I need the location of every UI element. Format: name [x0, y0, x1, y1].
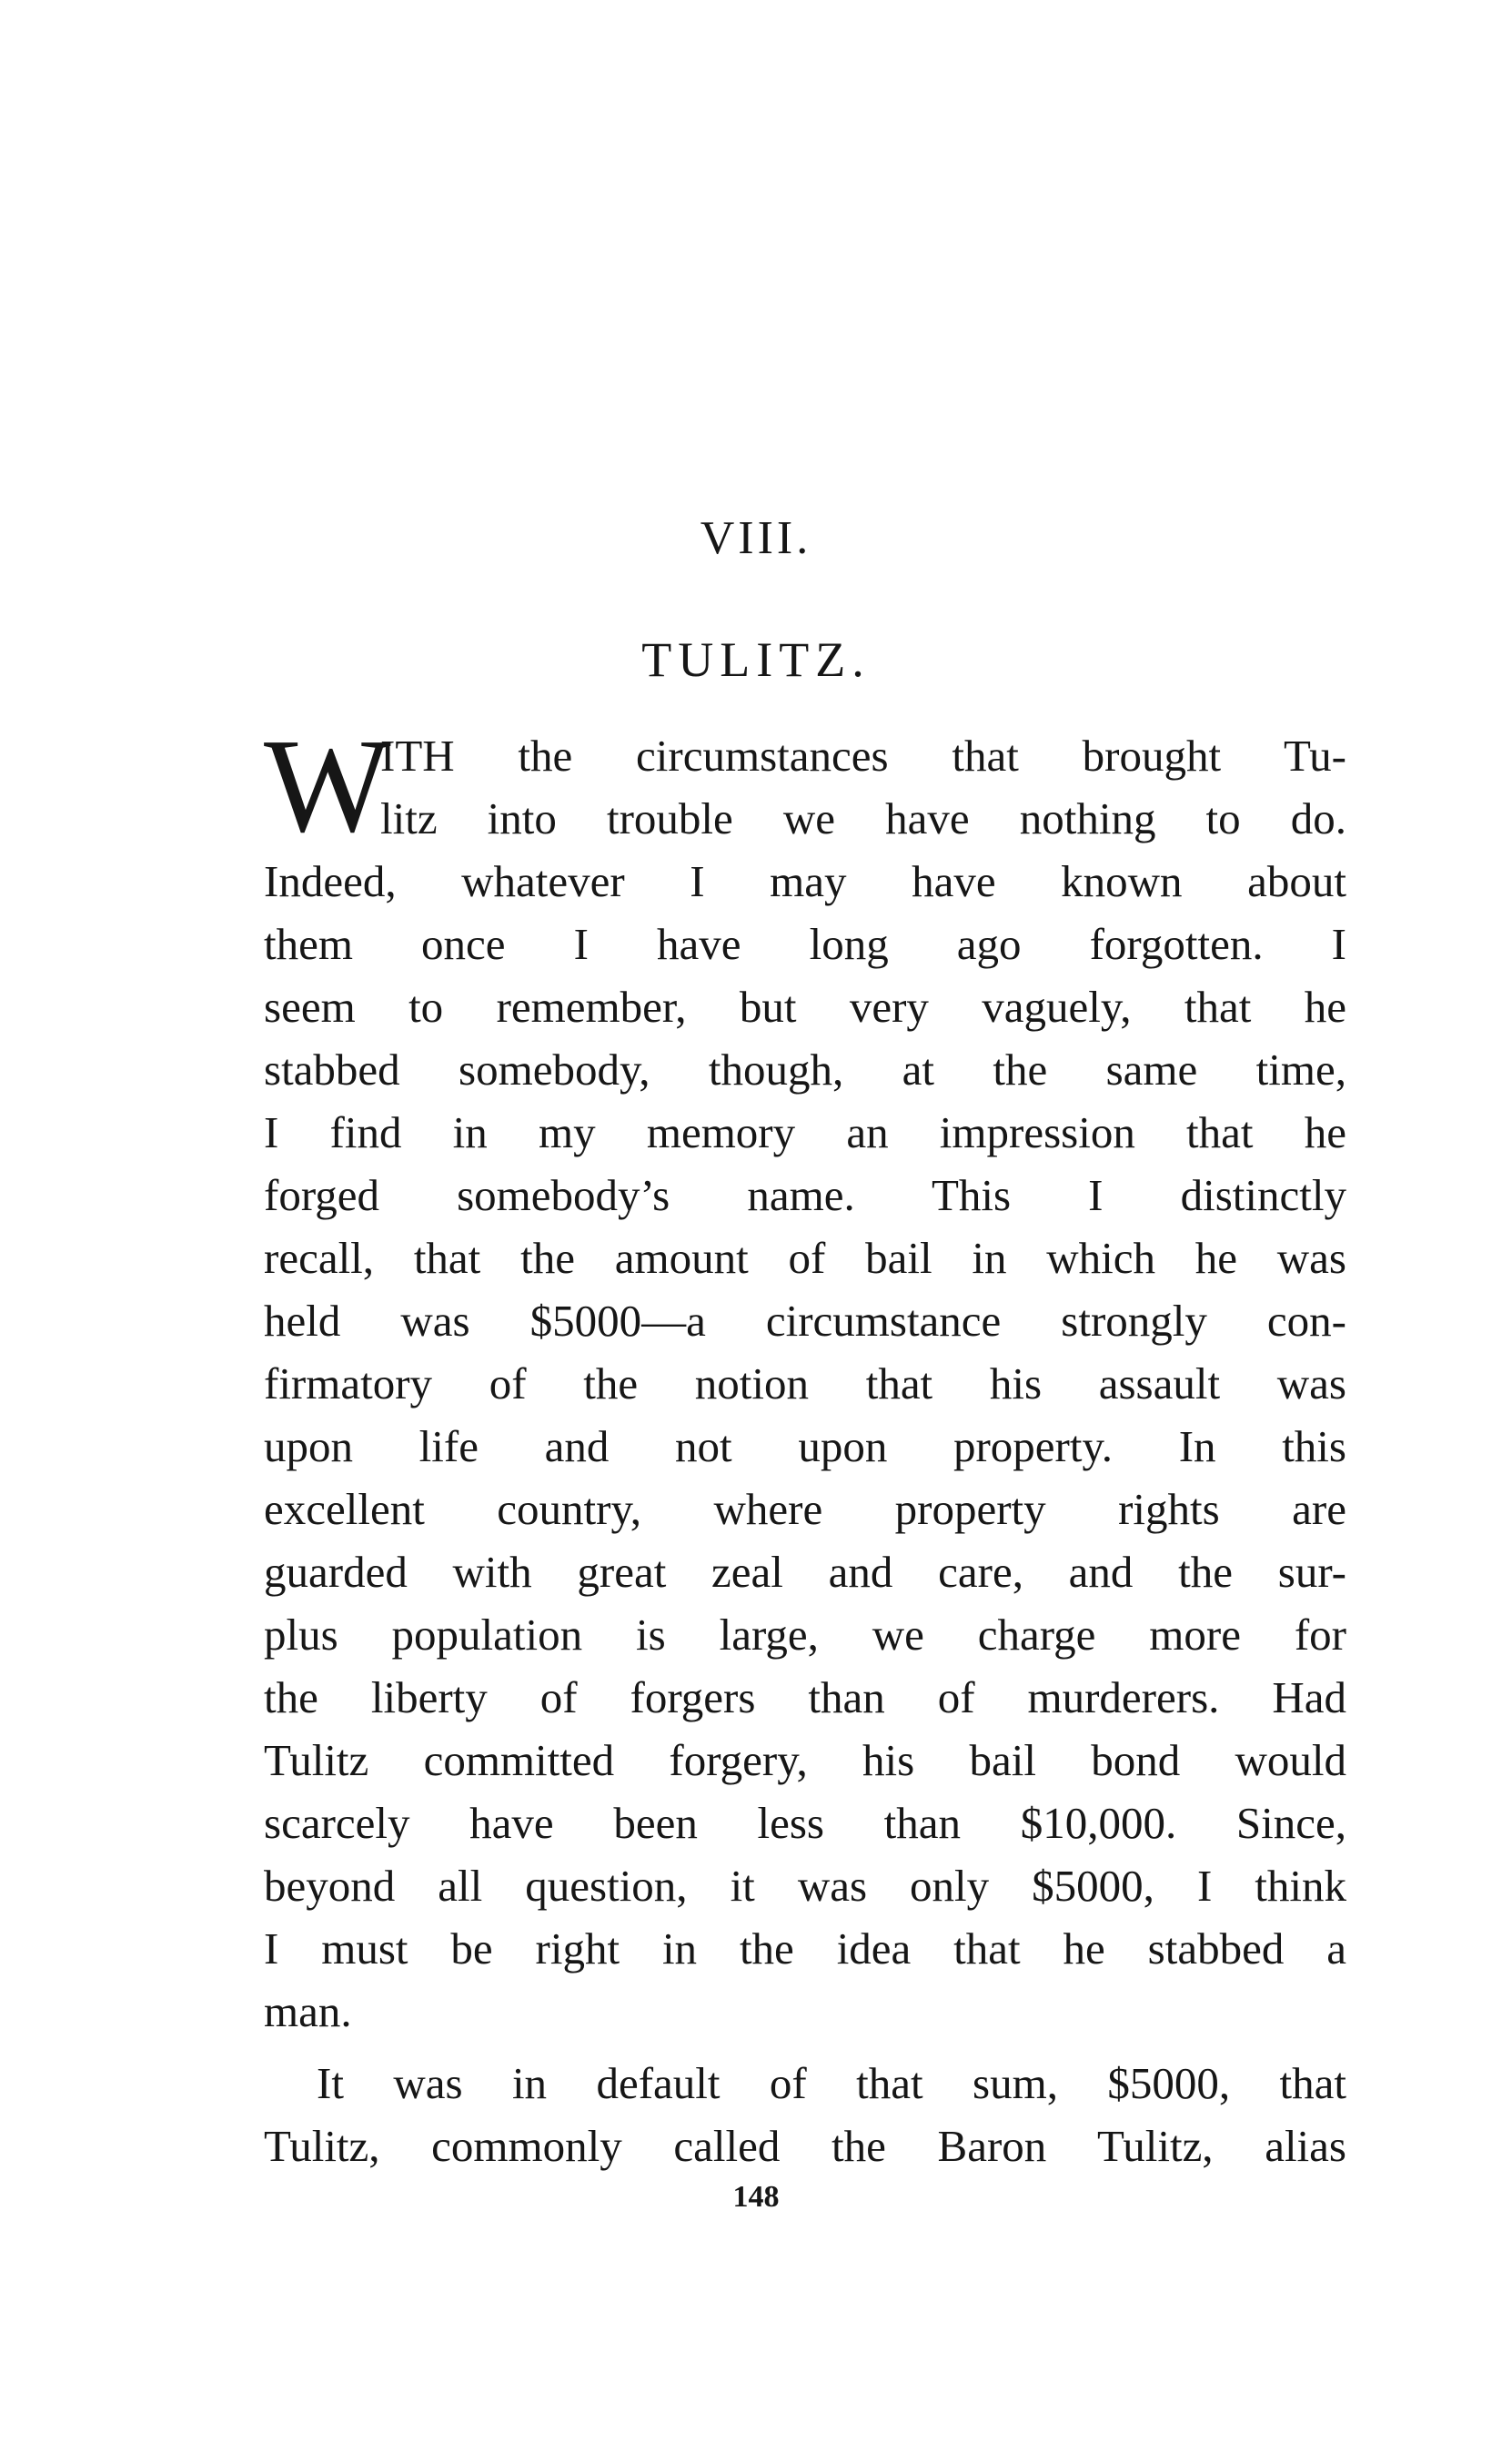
text-line: man. — [264, 1986, 352, 2036]
text-line: seem to remember, but very vaguely, that he — [264, 982, 1346, 1032]
text-line: Indeed, whatever I may have known about — [264, 856, 1346, 906]
text-line: upon life and not upon property. In this — [264, 1421, 1346, 1471]
text-line: litz into trouble we have nothing to do. — [380, 793, 1346, 843]
chapter-number: VIII. — [700, 512, 812, 564]
text-line: Tulitz committed forgery, his bail bond would — [264, 1735, 1346, 1785]
text-line: Tulitz, commonly called the Baron Tulitz, alias — [264, 2121, 1346, 2171]
text-line: forged somebody’s name. This I distinctly — [264, 1170, 1346, 1220]
text-line: excellent country, where property rights are — [264, 1484, 1346, 1534]
text-line: recall, that the amount of bail in which he was — [264, 1233, 1346, 1283]
paragraph-gap — [264, 2043, 1346, 2052]
text-line: held was $5000—a circumstance strongly con- — [264, 1296, 1346, 1346]
text-line: the liberty of forgers than of murderers. Had — [264, 1672, 1346, 1722]
text-line: them once I have long ago forgotten. I — [264, 919, 1346, 969]
text-line: guarded with great zeal and care, and the sur- — [264, 1547, 1346, 1597]
body-text — [264, 724, 1346, 2177]
text-line: plus population is large, we charge more for — [264, 1610, 1346, 1660]
text-line: I must be right in the idea that he stabbed a — [264, 1923, 1346, 1974]
text-line: stabbed somebody, though, at the same time, — [264, 1045, 1346, 1095]
page-number: 148 — [732, 2180, 780, 2214]
drop-cap: W — [264, 712, 391, 861]
text-line: ITH the circumstances that brought Tu- — [380, 731, 1346, 781]
text-line: beyond all question, it was only $5000, I think — [264, 1861, 1346, 1911]
text-line: firmatory of the notion that his assault was — [264, 1358, 1346, 1408]
chapter-title: TULITZ. — [641, 632, 871, 687]
text-line: scarcely have been less than $10,000. Since, — [264, 1798, 1346, 1848]
text-line: I find in my memory an impression that he — [264, 1107, 1346, 1157]
text-line: It was in default of that sum, $5000, that — [317, 2058, 1346, 2108]
